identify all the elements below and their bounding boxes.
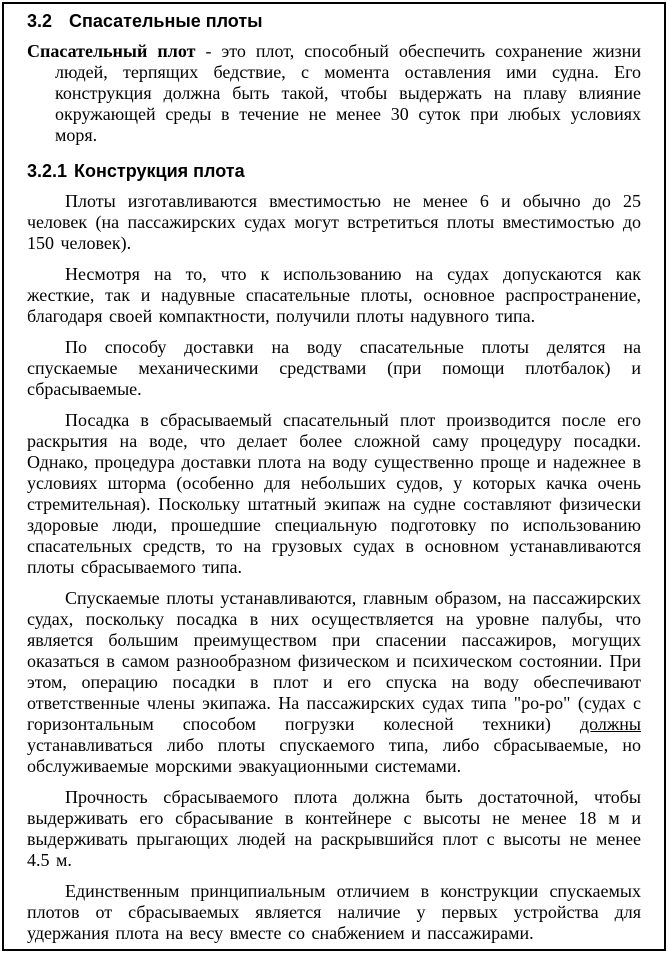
paragraph-delivery-method: По способу доставки на воду спасательные плоты делятся на спускаемые механическими средствами (при помощи плотбалок) и сбрасываемые. xyxy=(27,337,641,399)
section-title: Спасательные плоты xyxy=(69,11,263,31)
section-heading xyxy=(27,10,641,32)
paragraph-rigid-vs-inflatable: Несмотря на то, что к использованию на судах допускаются как жесткие, так и надувные спасательные плоты, основное распространение, благодаря своей компактности, получили плоты надувного типа. xyxy=(27,264,641,326)
definition-term: Спасательный плот xyxy=(27,41,196,61)
section-number: 3.2 xyxy=(27,11,53,31)
subsection-number: 3.2.1 xyxy=(27,161,68,181)
subsection-heading xyxy=(27,160,641,182)
paragraph-strength-requirements: Прочность сбрасываемого плота должна быть достаточной, чтобы выдерживать его сбрасывание в контейнере с высоты не менее 18 м и выдерживать прыгающих людей на раскрывшийся плот с высоты не менее 4.5 м. xyxy=(27,787,641,870)
subsection-title: Конструкция плота xyxy=(74,161,245,181)
definition-paragraph xyxy=(27,41,641,146)
roro-text-post: устанавливаться либо плоты спускаемого типа, либо сбрасываемые, но обслуживаемые морскими эвакуационными системами. xyxy=(27,735,641,776)
definition-text: - это плот, способный обеспечить сохранение жизни людей, терпящих бедствие, с момента оставления ими судна. Его конструкция должна быть такой, чтобы выдержать на плаву влияние окружающей среды в течение не менее 30 суток при любых условиях моря. xyxy=(55,41,642,145)
roro-underlined-word: должны xyxy=(579,714,641,734)
paragraph-design-difference: Единственным принципиальным отличием в конструкции спускаемых плотов от сбрасываемых является наличие у первых устройства для удержания плота на весу вместе со снабжением и пассажирами. xyxy=(27,881,641,943)
paragraph-capacity: Плоты изготавливаются вместимостью не менее 6 и обычно до 25 человек (на пассажирских судах могут встретиться плоты вместимостью до 150 человек). xyxy=(27,191,641,253)
paragraph-throw-over-rafts: Посадка в сбрасываемый спасательный плот производится после его раскрытия на воде, что делает более сложной саму процедуру посадки. Однако, процедура доставки плота на воду существенно проще и надежнее в условиях шторма (особенно для небольших судов, у которых качка очень стремительная). Поскольку штатный экипаж на судне составляют физически здоровые люди, прошедшие специальную подготовку по использованию спасательных средств, то на грузовых судах в основном устанавливаются плоты сбрасываемого типа. xyxy=(27,410,641,577)
roro-text-pre: Спускаемые плоты устанавливаются, главным образом, на пассажирских судах, поскольку посадка в них осуществляется на уровне палубы, что является большим преимуществом при спасении пассажиров, могущих оказаться в самом разнообразном физическом и психическом состоянии. При этом, операцию посадки в плот и его спуска на воду обеспечивают ответственные члены экипажа. На пассажирских судах типа "ро-ро" (судах с горизонтальным способом погрузки колесной техники) xyxy=(27,588,641,734)
paragraph-davit-launched-rafts xyxy=(27,588,641,777)
